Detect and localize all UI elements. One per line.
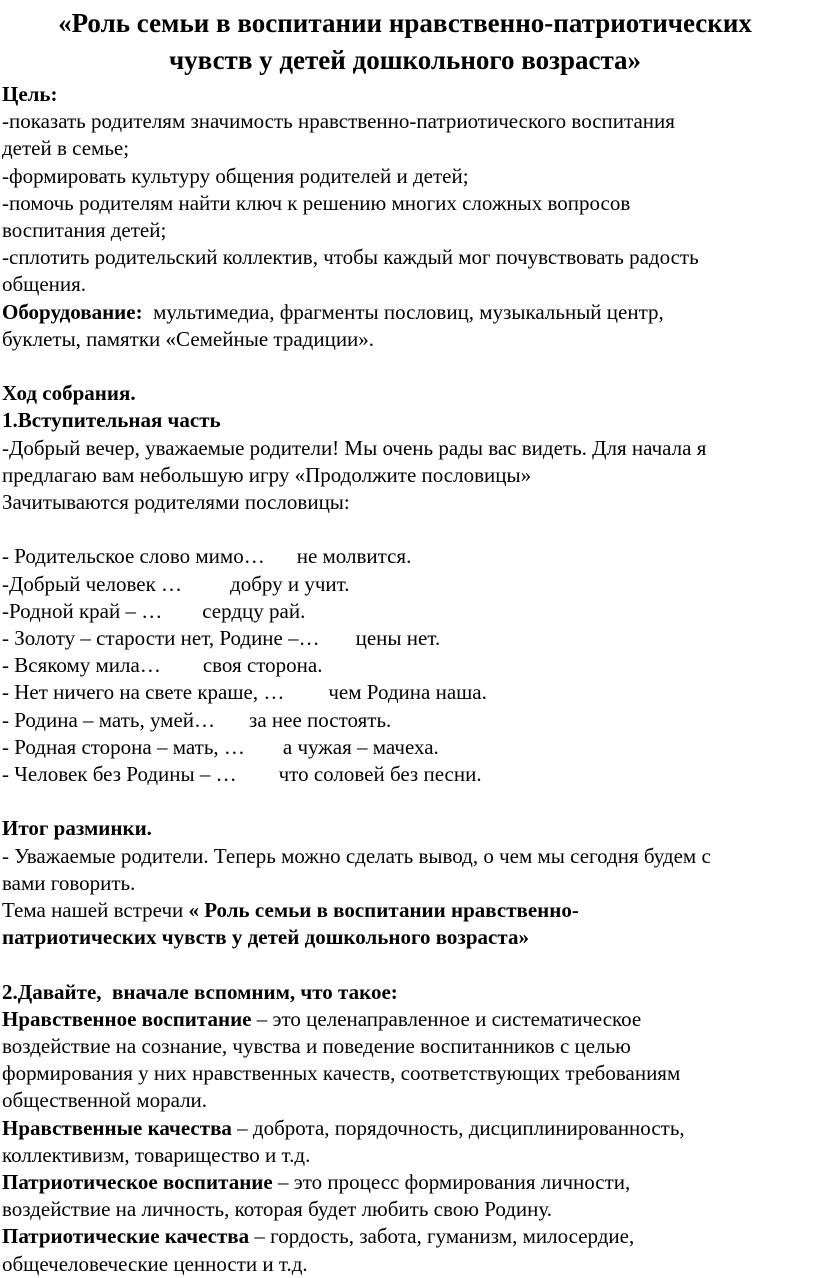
goal-line: -формировать культуру общения родителей и детей; — [2, 163, 469, 188]
proverb-item — [2, 625, 808, 652]
goal-line: детей в семье; — [2, 136, 130, 161]
topic-title: « Роль семьи в воспитании нравственно- — [188, 898, 579, 923]
proverb-end: чем Родина наша. — [328, 680, 487, 705]
equipment-label: Оборудование: — [2, 299, 143, 324]
proverb-start: - Золоту – старости нет, Родине –… — [2, 626, 320, 651]
proverb-item — [2, 571, 808, 598]
proverb-item — [2, 652, 808, 679]
proverb-item — [2, 543, 808, 570]
proverb-start: -Добрый человек … — [2, 571, 183, 596]
goal-line: -сплотить родительский коллектив, чтобы каждый мог почувствовать радость — [2, 245, 699, 270]
document-title — [2, 5, 808, 79]
proverb-end: цены нет. — [355, 626, 441, 651]
goal-line: -помочь родителям найти ключ к решению многих сложных вопросов — [2, 190, 631, 215]
equipment-line — [2, 299, 808, 326]
warmup-line: вами говорить. — [2, 870, 136, 895]
title-line-1: «Роль семьи в воспитании нравственно-патриотических — [58, 8, 752, 38]
part1-heading: 1.Вступительная часть — [2, 408, 221, 433]
definition-text: формирования у них нравственных качеств, соответствующих требованиям — [2, 1061, 681, 1086]
equipment-line-2: буклеты, памятки «Семейные традиции». — [2, 326, 375, 351]
proverb-start: - Человек без Родины – … — [2, 762, 237, 787]
proverb-start: -Родной край – … — [2, 598, 163, 623]
definition-term: Патриотические качества — [2, 1224, 250, 1249]
topic-prefix: Тема нашей встречи — [2, 898, 189, 923]
definition-item — [2, 1115, 808, 1142]
definition-text: – это процесс формирования личности, — [272, 1170, 631, 1195]
proverb-item — [2, 734, 808, 761]
goal-line: -показать родителям значимость нравственно-патриотического воспитания — [2, 109, 675, 134]
document-page — [0, 5, 816, 1276]
intro-line: -Добрый вечер, уважаемые родители! Мы очень рады вас видеть. Для начала я — [2, 435, 707, 460]
proverb-end: за нее постоять. — [249, 707, 392, 732]
proverb-start: - Родная сторона – мать, … — [2, 734, 245, 759]
proverb-start: - Нет ничего на свете краше, … — [2, 680, 285, 705]
equipment-text: мультимедиа, фрагменты пословиц, музыкальный центр, — [142, 299, 664, 324]
definition-item — [2, 1006, 808, 1033]
proverb-start: - Родина – мать, умей… — [2, 707, 216, 732]
definition-text: общечеловеческие ценности и т.д. — [2, 1251, 308, 1276]
definition-item — [2, 1223, 808, 1250]
definition-text: общественной морали. — [2, 1088, 208, 1113]
goal-line: воспитания детей; — [2, 218, 167, 243]
definition-text: – доброта, порядочность, дисциплинированность, — [231, 1115, 685, 1140]
intro-line: предлагаю вам небольшую игру «Продолжите пословицы» — [2, 462, 532, 487]
goal-heading: Цель: — [2, 82, 58, 106]
proverb-end: своя сторона. — [202, 653, 323, 678]
meeting-heading: Ход собрания. — [2, 381, 136, 406]
warmup-line: - Уважаемые родители. Теперь можно сделать вывод, о чем мы сегодня будем с — [2, 843, 711, 868]
definition-term: Нравственное воспитание — [2, 1006, 252, 1031]
proverb-item — [2, 679, 808, 706]
proverb-item — [2, 598, 808, 625]
definition-item — [2, 1169, 808, 1196]
definition-term: Патриотическое воспитание — [2, 1170, 273, 1195]
proverb-item — [2, 761, 808, 788]
proverb-end: а чужая – мачеха. — [282, 734, 439, 759]
definition-text: коллективизм, товарищество и т.д. — [2, 1142, 311, 1167]
proverb-end: добру и учит. — [230, 571, 350, 596]
definition-term: Нравственные качества — [2, 1115, 232, 1140]
intro-line: Зачитываются родителями пословицы: — [2, 490, 350, 515]
topic-title-2: патриотических чувств у детей дошкольного возраста» — [2, 925, 529, 950]
proverb-item — [2, 707, 808, 734]
document-body — [2, 81, 808, 1278]
definition-text: воздействие на сознание, чувства и поведение воспитанников с целью — [2, 1034, 631, 1059]
definitions-heading: 2.Давайте, вначале вспомним, что такое: — [2, 979, 398, 1004]
definition-text: воздействие на личность, которая будет любить свою Родину. — [2, 1197, 553, 1222]
proverb-end: сердцу рай. — [202, 598, 306, 623]
topic-line — [2, 897, 808, 924]
proverb-end: что соловей без песни. — [278, 762, 482, 787]
goal-line: общения. — [2, 272, 87, 297]
proverb-start: - Родительское слово мимо… — [2, 544, 265, 569]
proverb-end: не молвится. — [296, 544, 412, 569]
title-line-2: чувств у детей дошкольного возраста» — [168, 45, 642, 75]
definition-text: – гордость, забота, гуманизм, милосердие, — [249, 1224, 635, 1249]
proverb-start: - Всякому мила… — [2, 653, 161, 678]
warmup-heading: Итог разминки. — [2, 816, 152, 841]
definition-text: – это целенаправленное и систематическое — [251, 1006, 642, 1031]
